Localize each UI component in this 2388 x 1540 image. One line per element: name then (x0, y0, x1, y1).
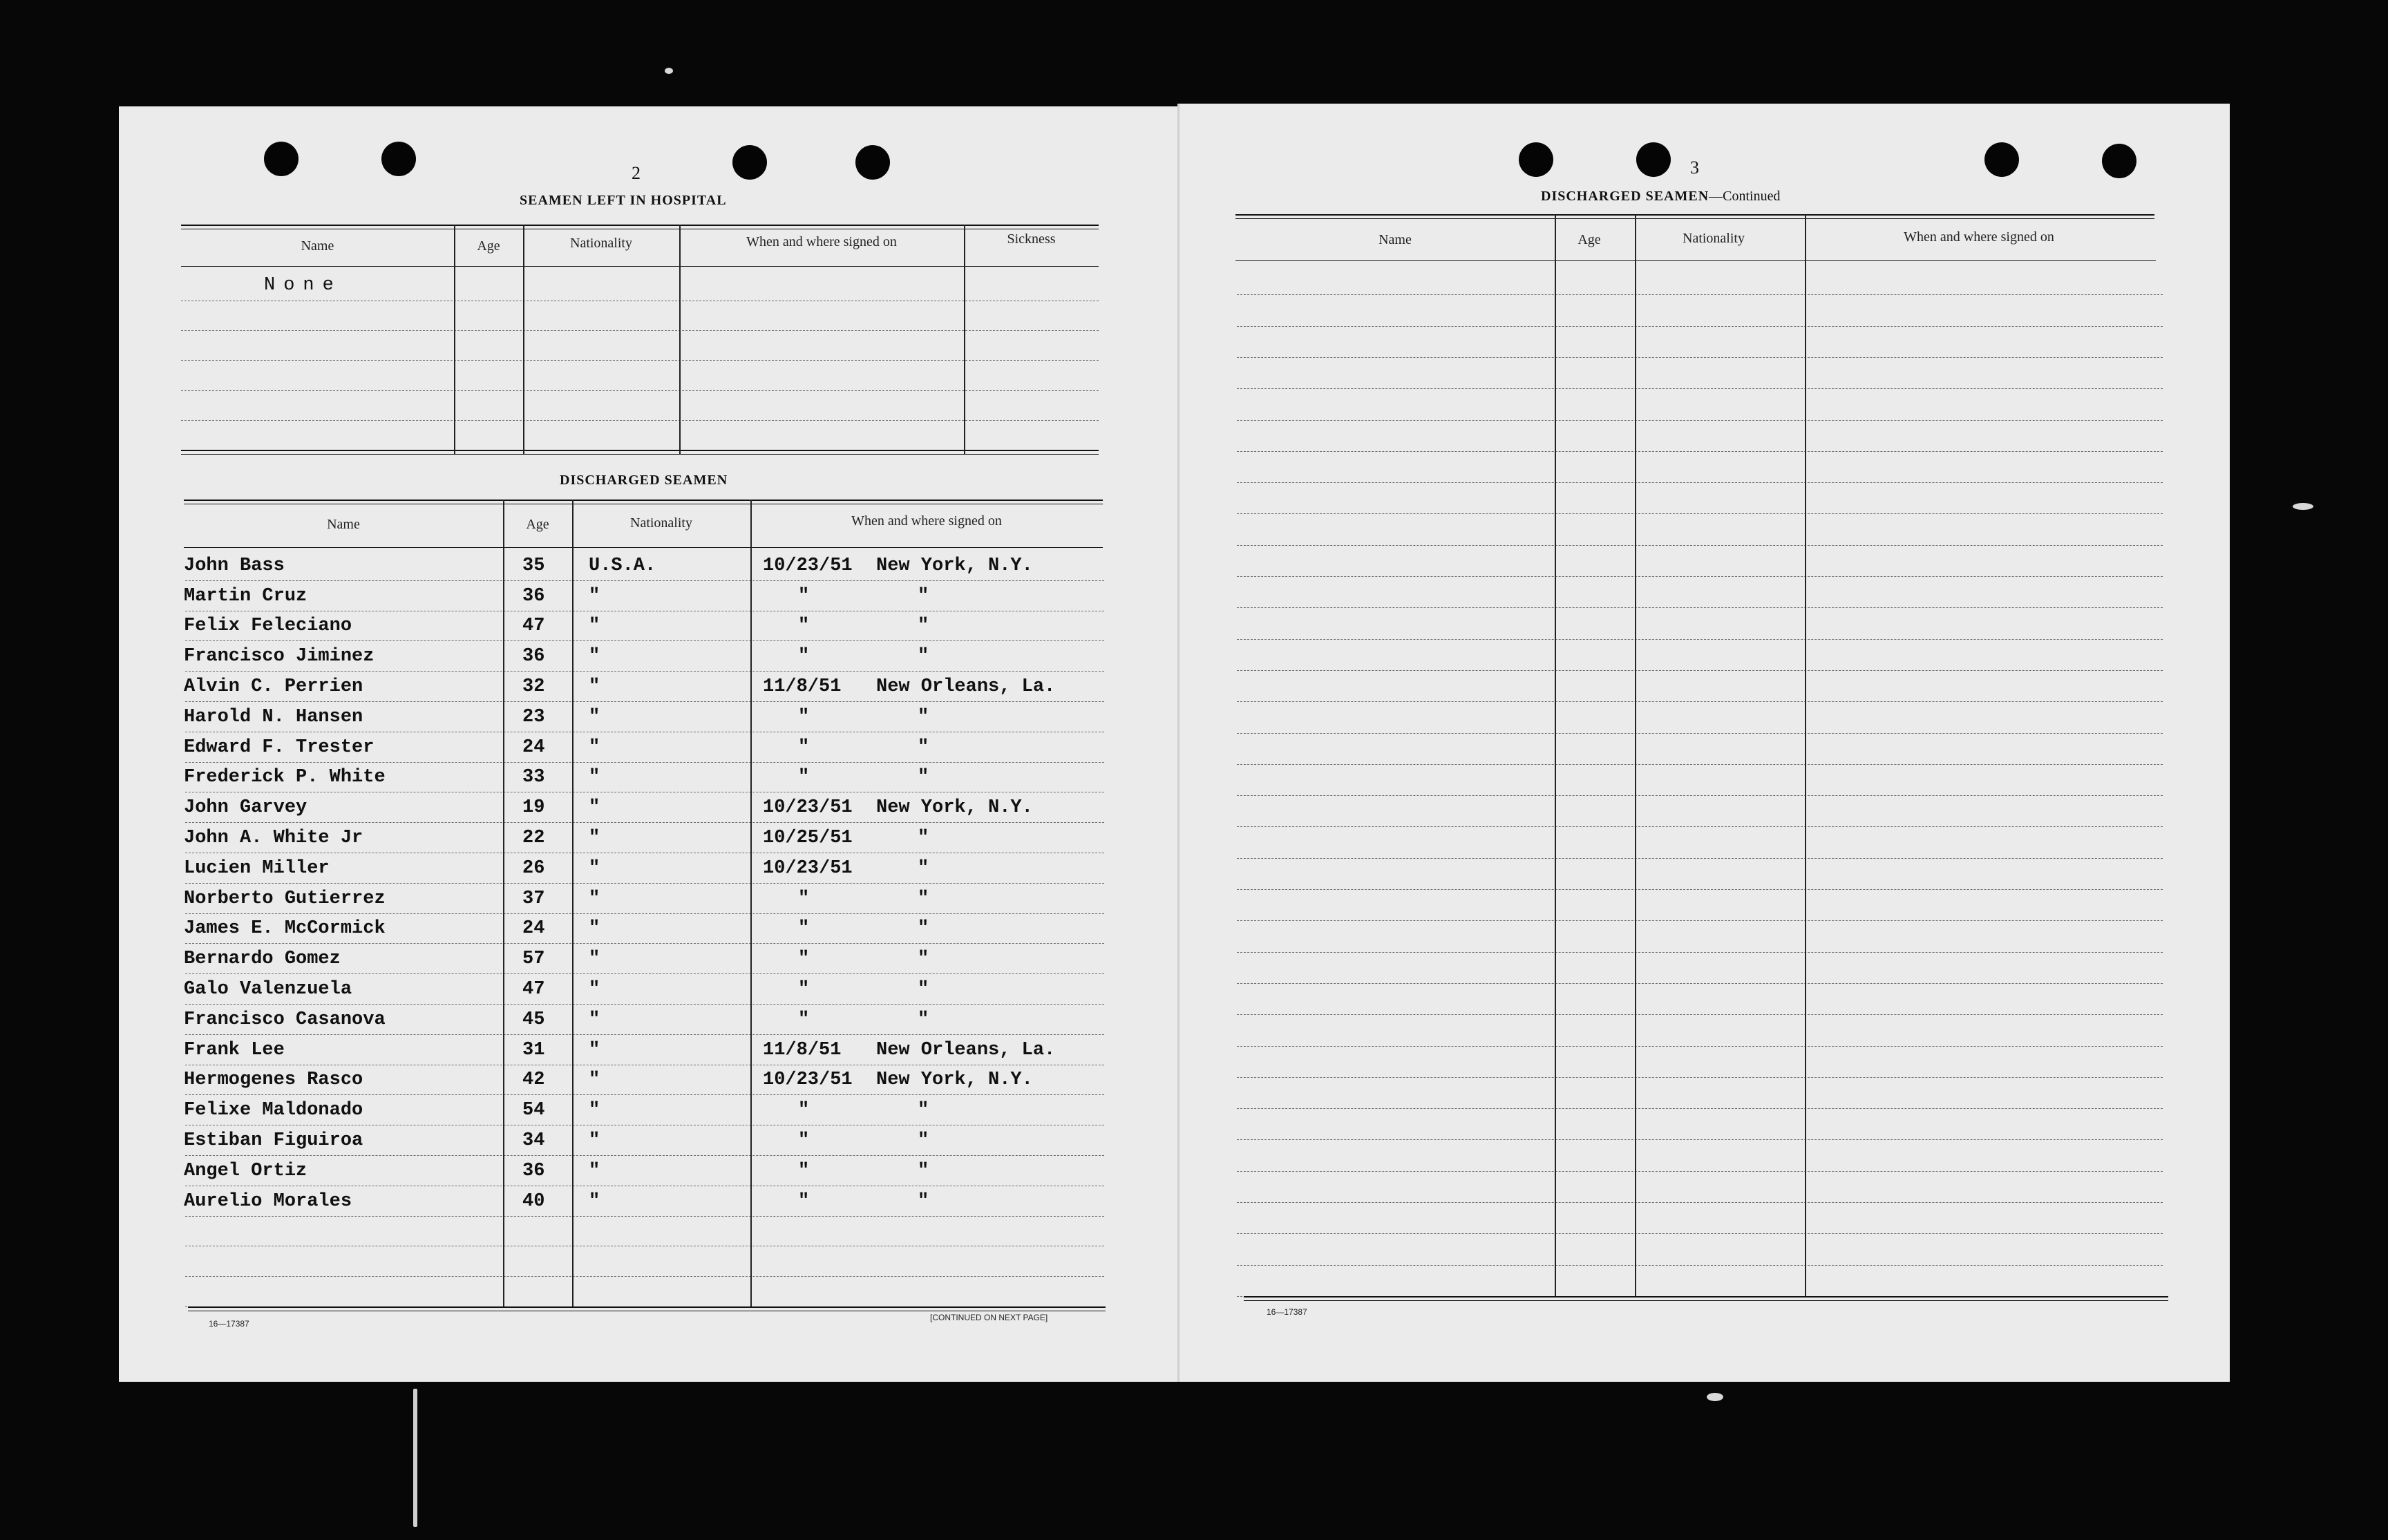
signed-on-date: " (798, 888, 810, 909)
table-rule (1235, 260, 2156, 261)
signed-on-place: " (918, 767, 929, 788)
row-rule (185, 913, 1104, 914)
form-number-left: 16—17387 (209, 1319, 249, 1329)
signed-on-place: " (918, 1191, 929, 1212)
seaman-nationality: " (589, 767, 600, 788)
form-number-right: 16—17387 (1267, 1307, 1307, 1317)
signed-on-date: 10/23/51 (763, 858, 853, 879)
signed-on-date: " (798, 979, 810, 1000)
seaman-name: Estiban Figuiroa (184, 1130, 363, 1151)
row-rule (185, 762, 1104, 763)
row-rule (1237, 764, 2163, 765)
row-rule (181, 360, 1099, 361)
seaman-name: Norberto Gutierrez (184, 888, 386, 909)
seaman-nationality: " (589, 888, 600, 909)
table-rule (184, 547, 1103, 548)
row-rule (181, 330, 1099, 331)
signed-on-place: " (918, 1161, 929, 1181)
row-rule (1237, 701, 2163, 702)
column-rule (503, 500, 504, 1306)
seaman-age: 54 (522, 1100, 545, 1121)
row-rule (1237, 826, 2163, 827)
seaman-nationality: " (589, 1040, 600, 1061)
seaman-name: James E. McCormick (184, 918, 386, 939)
seaman-name: Harold N. Hansen (184, 707, 363, 728)
seaman-name: Martin Cruz (184, 586, 307, 607)
seaman-name: Felix Feleciano (184, 616, 352, 636)
seaman-age: 40 (522, 1191, 545, 1212)
signed-on-place: " (918, 918, 929, 939)
signed-on-date: 10/23/51 (763, 797, 853, 818)
row-rule (1237, 639, 2163, 640)
seaman-name: Edward F. Trester (184, 737, 375, 758)
signed-on-place: New Orleans, La. (876, 1040, 1056, 1061)
signed-on-date: " (798, 1191, 810, 1212)
row-rule (1237, 326, 2163, 327)
row-rule (185, 943, 1104, 944)
punch-hole (1984, 142, 2019, 177)
seaman-name: Bernardo Gomez (184, 949, 341, 969)
signed-on-place: " (918, 979, 929, 1000)
row-rule (1237, 1046, 2163, 1047)
table-rule (1244, 1300, 2168, 1301)
seaman-age: 42 (522, 1070, 545, 1090)
seaman-age: 45 (522, 1009, 545, 1030)
row-rule (185, 1034, 1104, 1035)
column-header: When and where signed on (746, 234, 897, 249)
right-title-suffix: —Continued (1709, 189, 1781, 204)
seaman-name: Frederick P. White (184, 767, 386, 788)
signed-on-date: " (798, 767, 810, 788)
row-rule (181, 390, 1099, 391)
signed-on-date: 10/23/51 (763, 1070, 853, 1090)
signed-on-place: " (918, 949, 929, 969)
seaman-nationality: " (589, 918, 600, 939)
right-section-title (1541, 189, 1781, 205)
signed-on-date: 10/25/51 (763, 828, 853, 848)
row-rule (181, 420, 1099, 421)
row-rule (1237, 1077, 2163, 1078)
seaman-age: 57 (522, 949, 545, 969)
row-rule (1237, 513, 2163, 514)
table-rule (1235, 218, 2154, 219)
seaman-age: 36 (522, 646, 545, 667)
table-rule (1235, 214, 2154, 216)
seaman-age: 22 (522, 828, 545, 848)
seaman-nationality: " (589, 616, 600, 636)
column-rule (572, 500, 574, 1306)
seaman-nationality: " (589, 1161, 600, 1181)
seaman-age: 31 (522, 1040, 545, 1061)
seaman-name: Frank Lee (184, 1040, 285, 1061)
table-rule (1244, 1296, 2168, 1297)
column-header: Name (301, 238, 334, 254)
column-header: Age (526, 517, 549, 532)
seaman-nationality: " (589, 1100, 600, 1121)
seaman-age: 34 (522, 1130, 545, 1151)
dust-speck (665, 68, 673, 74)
seaman-age: 26 (522, 858, 545, 879)
hospital-section-title: SEAMEN LEFT IN HOSPITAL (520, 193, 727, 208)
signed-on-date: " (798, 586, 810, 607)
signed-on-place: " (918, 616, 929, 636)
row-rule (1237, 1202, 2163, 1203)
row-rule (185, 973, 1104, 974)
row-rule (185, 671, 1104, 672)
continued-note: [CONTINUED ON NEXT PAGE] (930, 1313, 1048, 1322)
hospital-entry-none: None (264, 275, 342, 296)
right-page (1178, 104, 2230, 1382)
page-fold (1177, 104, 1179, 1382)
signed-on-place: " (918, 646, 929, 667)
row-rule (1237, 1171, 2163, 1172)
signed-on-date: " (798, 949, 810, 969)
row-rule (185, 1004, 1104, 1005)
table-rule (181, 454, 1099, 455)
seaman-age: 37 (522, 888, 545, 909)
seaman-name: Francisco Jiminez (184, 646, 375, 667)
seaman-age: 33 (522, 767, 545, 788)
signed-on-place: " (918, 828, 929, 848)
seaman-name: John Garvey (184, 797, 307, 818)
table-rule (184, 500, 1103, 501)
seaman-age: 24 (522, 918, 545, 939)
seaman-age: 23 (522, 707, 545, 728)
seaman-name: Felixe Maldonado (184, 1100, 363, 1121)
column-header: Nationality (1683, 231, 1745, 246)
column-rule (1635, 214, 1636, 1296)
seaman-nationality: " (589, 1070, 600, 1090)
page-number-right: 3 (1690, 158, 1699, 178)
signed-on-date: 11/8/51 (763, 676, 842, 697)
column-header: Name (327, 517, 360, 532)
seaman-age: 36 (522, 586, 545, 607)
row-rule (1237, 889, 2163, 890)
column-header: Name (1378, 232, 1412, 247)
column-header: Sickness (1007, 231, 1056, 247)
signed-on-place: " (918, 737, 929, 758)
row-rule (1237, 357, 2163, 358)
seaman-nationality: " (589, 858, 600, 879)
row-rule (1237, 576, 2163, 577)
seaman-nationality: " (589, 1009, 600, 1030)
signed-on-date: " (798, 1100, 810, 1121)
row-rule (1237, 607, 2163, 608)
right-title-main: DISCHARGED SEAMEN (1541, 189, 1709, 204)
signed-on-date: " (798, 1009, 810, 1030)
column-header: When and where signed on (1904, 229, 2054, 245)
seaman-nationality: " (589, 707, 600, 728)
seaman-nationality: " (589, 646, 600, 667)
dust-speck (413, 1389, 417, 1527)
signed-on-date: " (798, 1130, 810, 1151)
seaman-name: Galo Valenzuela (184, 979, 352, 1000)
seaman-name: John Bass (184, 555, 285, 576)
seaman-name: Francisco Casanova (184, 1009, 386, 1030)
row-rule (1237, 420, 2163, 421)
row-rule (185, 822, 1104, 823)
signed-on-date: " (798, 737, 810, 758)
seaman-name: Alvin C. Perrien (184, 676, 363, 697)
row-rule (1237, 388, 2163, 389)
seaman-name: Hermogenes Rasco (184, 1070, 363, 1090)
punch-hole (855, 145, 890, 180)
row-rule (185, 640, 1104, 641)
signed-on-place: " (918, 707, 929, 728)
signed-on-date: " (798, 616, 810, 636)
row-rule (1237, 1139, 2163, 1140)
seaman-age: 19 (522, 797, 545, 818)
column-rule (1805, 214, 1806, 1296)
seaman-age: 24 (522, 737, 545, 758)
seaman-nationality: " (589, 949, 600, 969)
seaman-name: Angel Ortiz (184, 1161, 307, 1181)
row-rule (1237, 952, 2163, 953)
signed-on-date: " (798, 646, 810, 667)
row-rule (185, 1155, 1104, 1156)
seaman-name: Aurelio Morales (184, 1191, 352, 1212)
row-rule (185, 580, 1104, 581)
signed-on-place: " (918, 1009, 929, 1030)
row-rule (1237, 1265, 2163, 1266)
column-header: Nationality (630, 515, 692, 531)
discharged-section-title: DISCHARGED SEAMEN (560, 473, 728, 488)
signed-on-date: " (798, 1161, 810, 1181)
seaman-age: 47 (522, 979, 545, 1000)
punch-hole (732, 145, 767, 180)
column-header: Nationality (570, 236, 632, 251)
signed-on-place: New York, N.Y. (876, 555, 1033, 576)
seaman-nationality: " (589, 586, 600, 607)
row-rule (1237, 294, 2163, 295)
table-rule (188, 1306, 1106, 1308)
row-rule (1237, 451, 2163, 452)
column-header: When and where signed on (851, 513, 1002, 529)
signed-on-place: New York, N.Y. (876, 797, 1033, 818)
seaman-nationality: " (589, 828, 600, 848)
seaman-age: 36 (522, 1161, 545, 1181)
column-rule (750, 500, 752, 1306)
signed-on-place: " (918, 888, 929, 909)
row-rule (1237, 545, 2163, 546)
page-number-left: 2 (632, 163, 641, 183)
seaman-age: 47 (522, 616, 545, 636)
row-rule (185, 883, 1104, 884)
row-rule (1237, 670, 2163, 671)
row-rule (1237, 1108, 2163, 1109)
seaman-nationality: " (589, 737, 600, 758)
signed-on-place: New York, N.Y. (876, 1070, 1033, 1090)
row-rule (1237, 983, 2163, 984)
signed-on-place: " (918, 1100, 929, 1121)
seaman-nationality: " (589, 797, 600, 818)
signed-on-date: 10/23/51 (763, 555, 853, 576)
column-rule (1555, 214, 1556, 1296)
table-rule (181, 266, 1099, 267)
signed-on-date: 11/8/51 (763, 1040, 842, 1061)
table-rule (181, 450, 1099, 451)
dust-speck (2293, 503, 2313, 510)
row-rule (185, 701, 1104, 702)
row-rule (1237, 858, 2163, 859)
column-header: Age (1577, 232, 1601, 247)
row-rule (1237, 920, 2163, 921)
row-rule (185, 1216, 1104, 1217)
column-rule (964, 225, 965, 454)
column-header: Age (477, 238, 500, 254)
seaman-nationality: " (589, 676, 600, 697)
row-rule (1237, 733, 2163, 734)
seaman-nationality: U.S.A. (589, 555, 656, 576)
punch-hole (1636, 142, 1671, 177)
row-rule (1237, 1233, 2163, 1234)
signed-on-date: " (798, 918, 810, 939)
punch-hole (381, 142, 416, 176)
seaman-name: Lucien Miller (184, 858, 330, 879)
signed-on-date: " (798, 707, 810, 728)
seaman-age: 32 (522, 676, 545, 697)
punch-hole (1519, 142, 1553, 177)
seaman-nationality: " (589, 1130, 600, 1151)
signed-on-place: " (918, 858, 929, 879)
punch-hole (2102, 144, 2136, 178)
seaman-nationality: " (589, 1191, 600, 1212)
punch-hole (264, 142, 298, 176)
row-rule (185, 1276, 1104, 1277)
seaman-name: John A. White Jr (184, 828, 363, 848)
column-rule (523, 225, 524, 454)
row-rule (1237, 795, 2163, 796)
row-rule (1237, 1014, 2163, 1015)
signed-on-place: New Orleans, La. (876, 676, 1056, 697)
seaman-nationality: " (589, 979, 600, 1000)
seaman-age: 35 (522, 555, 545, 576)
column-rule (679, 225, 681, 454)
table-rule (181, 225, 1099, 226)
row-rule (1237, 482, 2163, 483)
signed-on-place: " (918, 1130, 929, 1151)
column-rule (454, 225, 455, 454)
row-rule (185, 1094, 1104, 1095)
dust-speck (1707, 1393, 1723, 1401)
signed-on-place: " (918, 586, 929, 607)
